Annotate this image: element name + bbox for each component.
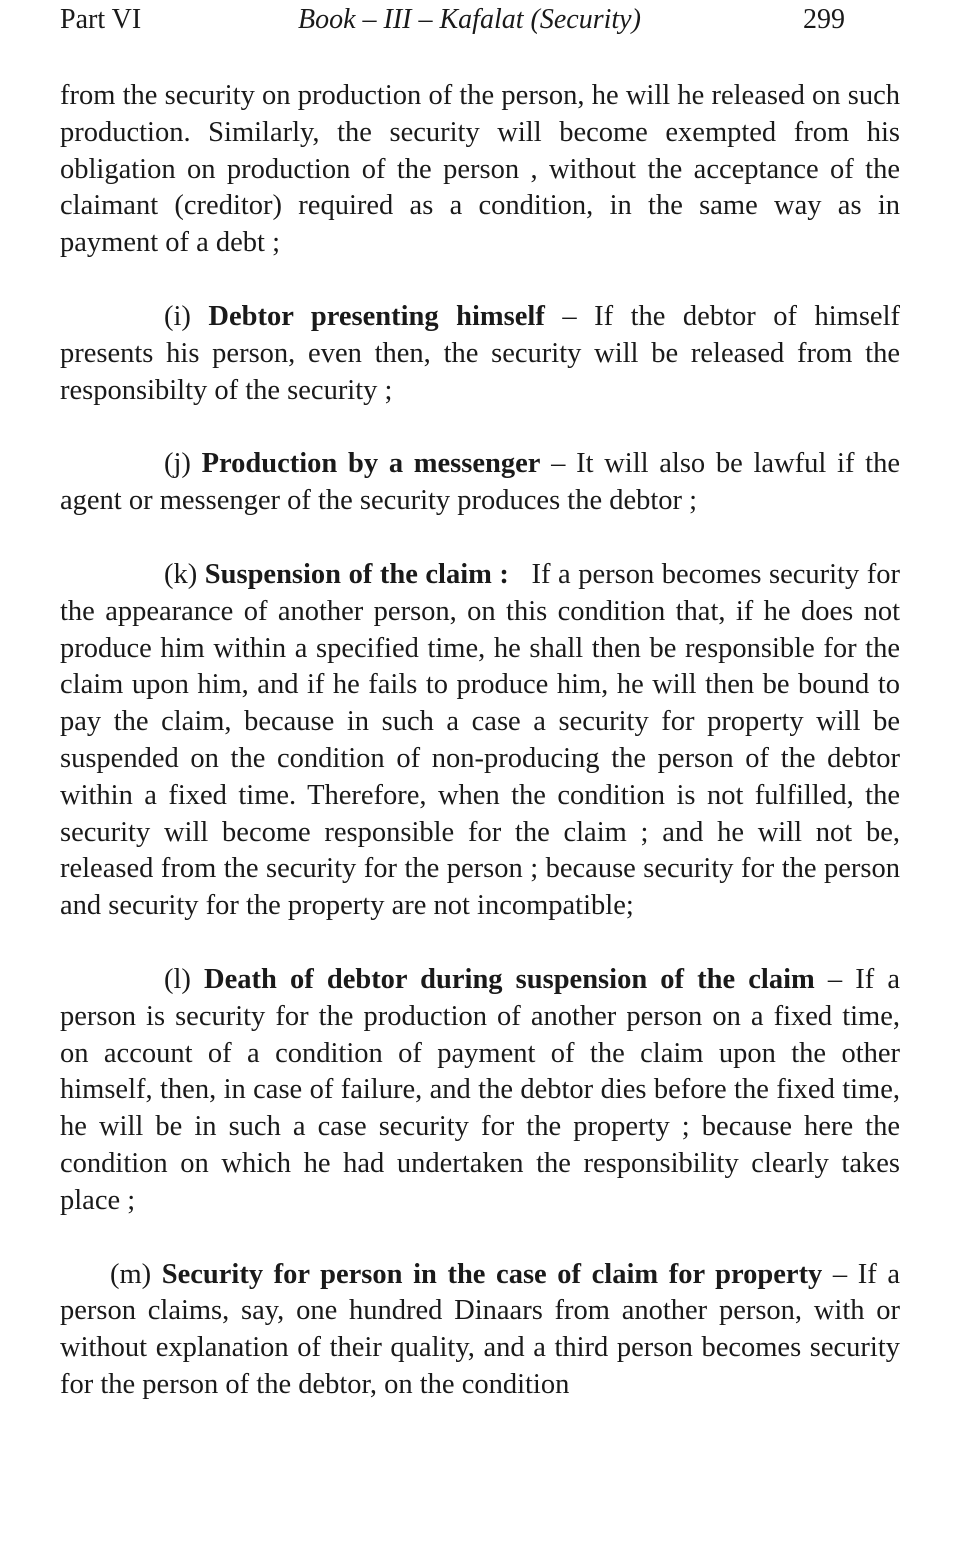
section-heading: Security for person in the case of claim for property <box>161 1258 823 1290</box>
page-number: 299 <box>803 4 845 35</box>
section-text: If a person becomes security for the appearance of another person, on this condition that, if he does not produce him within a specified time, he shall then be responsible for the claim upon him, and if he fails to produce him, he will then be bound to pay the claim, because in such a case a security for property will be suspended on the condition of non-producing the person of the debtor within a fixed time. Therefore, when the condition is not fulfilled, the security will become responsible for the claim ; and he will not be, released from the security for the person ; because security for the person and security for the property are not incompatible; <box>60 558 901 922</box>
section-text: If a person claims, say, one hundred Dinaars from another person, with or without explanation of their quality, and a third person becomes security for the person of the debtor, on the condition <box>60 1258 901 1400</box>
section-label: (k) <box>164 558 198 590</box>
section-text: If the debtor of himself presents his person, even then, the security will be released from the responsibilty of the security ; <box>60 300 900 406</box>
running-title: Book – III – Kafalat (Security) <box>298 4 641 35</box>
section-separator: – <box>551 448 566 480</box>
section-label: (i) <box>164 300 191 332</box>
section-separator: – <box>832 1258 848 1290</box>
opening-paragraph: from the security on production of the person, he will he released on such production. Similarly, the security will become exempted from his obligation on production of the person , without the acceptance of the claimant (creditor) required as a condition, in the same way as in payment of a debt ; <box>60 80 900 259</box>
section-label: (j) <box>164 448 191 480</box>
section-heading: Debtor presenting himself <box>208 300 545 332</box>
section-label: (l) <box>164 963 191 995</box>
section-k <box>60 557 900 925</box>
section-text: It will also be lawful if the agent or messenger of the security produces the debtor ; <box>60 448 900 517</box>
section-heading: Death of debtor during suspension of the claim <box>204 963 815 995</box>
section-heading: Production by a messenger <box>201 448 541 480</box>
page-header <box>60 4 845 40</box>
page-body <box>60 78 900 1404</box>
section-i <box>60 299 900 409</box>
section-label: (m) <box>110 1258 152 1290</box>
section-m <box>60 1257 900 1404</box>
section-heading: Suspension of the claim : <box>204 558 509 590</box>
section-j <box>60 446 900 520</box>
section-l <box>60 962 900 1220</box>
section-separator: – <box>562 300 577 332</box>
section-separator: – <box>827 963 843 995</box>
section-text: If a person is security for the production of another person on a fixed time, on account of a condition of payment of the claim upon the other himself, then, in case of failure, and the debtor dies before the fixed time, he will be in such a case security for the property ; because here the condition on which he had undertaken the responsibility clearly takes place ; <box>60 963 901 1216</box>
part-label: Part VI <box>60 4 142 35</box>
